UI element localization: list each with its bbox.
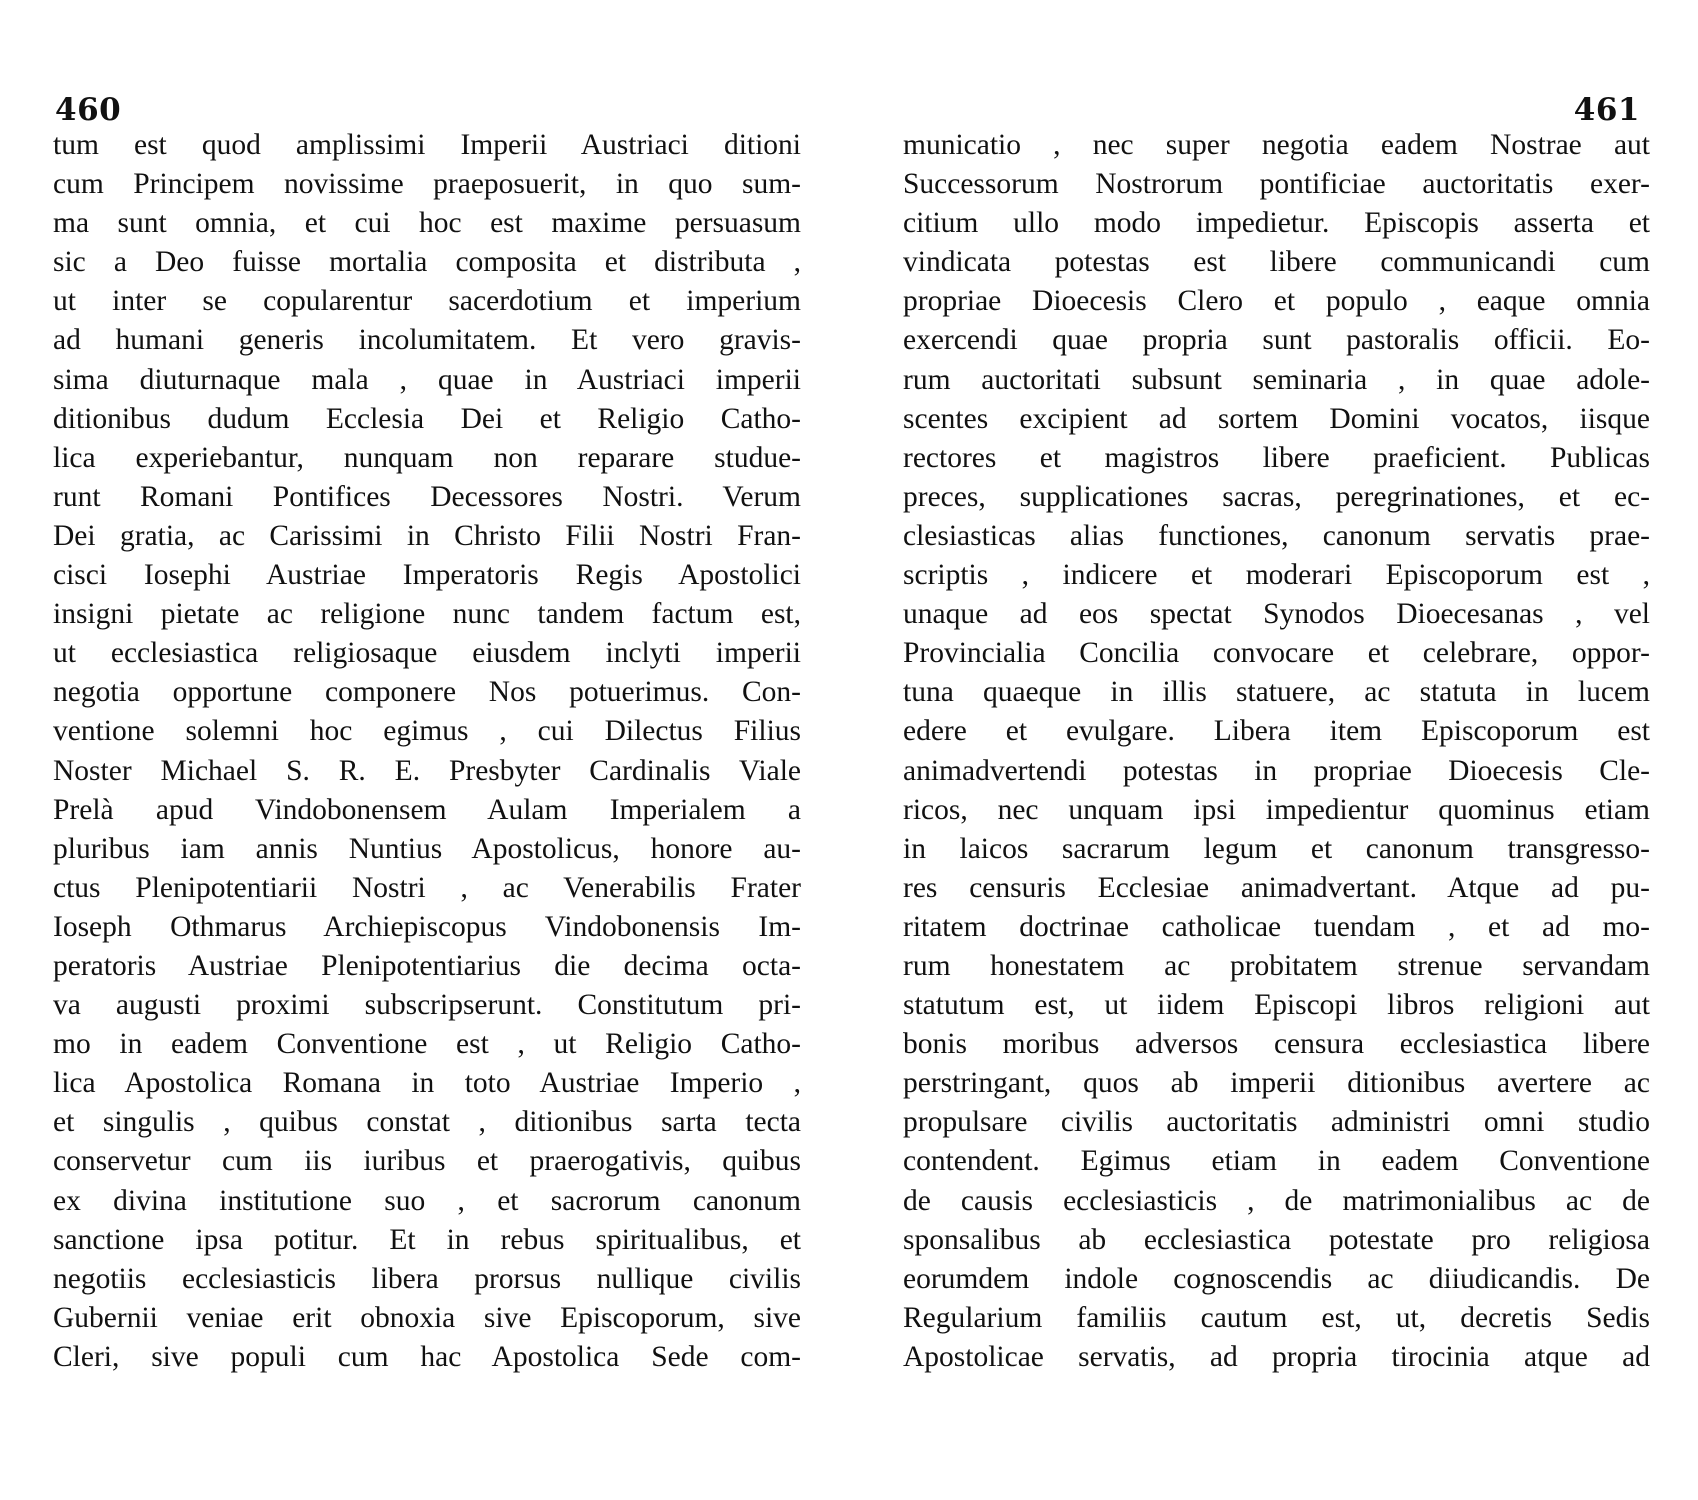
text-line: Dei gratia, ac Carissimi in Christo Filii Nostri Fran- (53, 519, 801, 552)
right-page-number: 461 (1573, 92, 1640, 128)
text-line: Noster Michael S. R. E. Presbyter Cardinalis Viale (53, 754, 801, 787)
text-line: scriptis , indicere et moderari Episcoporum est , (903, 559, 1650, 592)
text-line: propulsare civilis auctoritatis administri omni studio (903, 1106, 1650, 1139)
text-line: ad humani generis incolumitatem. Et vero gravis- (53, 324, 801, 357)
text-line: in laicos sacrarum legum et canonum transgresso- (903, 832, 1650, 865)
text-line: ventione solemni hoc egimus , cui Dilectus Filius (53, 715, 801, 748)
text-line: Successorum Nostrorum pontificiae auctoritatis exer- (903, 168, 1650, 201)
text-line: va augusti proximi subscripserunt. Constitutum pri- (53, 989, 801, 1022)
text-line: res censuris Ecclesiae animadvertant. Atque ad pu- (903, 871, 1650, 904)
text-line: tum est quod amplissimi Imperii Austriaci ditioni (53, 129, 801, 161)
right-page-text (903, 126, 1650, 1377)
text-line: bonis moribus adversos censura ecclesiastica libere (903, 1028, 1650, 1061)
text-line: lica experiebantur, nunquam non reparare studue- (53, 441, 801, 474)
text-line: ut ecclesiastica religiosaque eiusdem inclyti imperii (53, 637, 801, 670)
text-line: mo in eadem Conventione est , ut Religio Catho- (53, 1028, 801, 1061)
text-line: perstringant, quos ab imperii ditionibus avertere ac (903, 1067, 1650, 1100)
text-line: Ioseph Othmarus Archiepiscopus Vindobonensis Im- (53, 910, 801, 943)
text-line: Apostolicae servatis, ad propria tirocinia atque ad (903, 1340, 1650, 1373)
text-line: ricos, nec unquam ipsi impedientur quominus etiam (903, 793, 1650, 826)
text-line: animadvertendi potestas in propriae Dioecesis Cle- (903, 754, 1650, 787)
text-line: citium ullo modo impedietur. Episcopis asserta et (903, 207, 1650, 240)
text-line: sanctione ipsa potitur. Et in rebus spiritualibus, et (53, 1223, 801, 1256)
text-line: ctus Plenipotentiarii Nostri , ac Venerabilis Frater (53, 871, 801, 904)
text-line: cisci Iosephi Austriae Imperatoris Regis Apostolici (53, 559, 801, 592)
text-line: rum auctoritati subsunt seminaria , in quae adole- (903, 363, 1650, 396)
text-line: ditionibus dudum Ecclesia Dei et Religio Catho- (53, 402, 801, 435)
text-line: statutum est, ut iidem Episcopi libros religioni aut (903, 989, 1650, 1022)
text-line: municatio , nec super negotia eadem Nostrae aut (903, 129, 1650, 161)
text-line: sima diuturnaque mala , quae in Austriaci imperii (53, 363, 801, 396)
text-line: runt Romani Pontifices Decessores Nostri. Verum (53, 480, 801, 513)
text-line: peratoris Austriae Plenipotentiarius die decima octa- (53, 949, 801, 982)
text-line: Provincialia Concilia convocare et celebrare, oppor- (903, 637, 1650, 670)
text-line: vindicata potestas est libere communicandi cum (903, 246, 1650, 279)
text-line: sponsalibus ab ecclesiastica potestate pro religiosa (903, 1223, 1650, 1256)
text-line: sic a Deo fuisse mortalia composita et distributa , (53, 246, 801, 279)
text-line: clesiasticas alias functiones, canonum servatis prae- (903, 519, 1650, 552)
text-line: edere et evulgare. Libera item Episcoporum est (903, 715, 1650, 748)
text-line: cum Principem novissime praeposuerit, in quo sum- (53, 168, 801, 201)
text-line: Cleri, sive populi cum hac Apostolica Sede com- (53, 1340, 801, 1373)
text-line: negotia opportune componere Nos potuerimus. Con- (53, 676, 801, 709)
text-line: conservetur cum iis iuribus et praerogativis, quibus (53, 1145, 801, 1178)
text-line: rum honestatem ac probitatem strenue servandam (903, 949, 1650, 982)
text-line: eorumdem indole cognoscendis ac diiudicandis. De (903, 1262, 1650, 1295)
text-line: pluribus iam annis Nuntius Apostolicus, honore au- (53, 832, 801, 865)
text-line: et singulis , quibus constat , ditionibus sarta tecta (53, 1106, 801, 1139)
text-line: tuna quaeque in illis statuere, ac statuta in lucem (903, 676, 1650, 709)
text-line: Regularium familiis cautum est, ut, decretis Sedis (903, 1301, 1650, 1334)
text-line: scentes excipient ad sortem Domini vocatos, iisque (903, 402, 1650, 435)
text-line: Gubernii veniae erit obnoxia sive Episcoporum, sive (53, 1301, 801, 1334)
text-line: unaque ad eos spectat Synodos Dioecesanas , vel (903, 598, 1650, 631)
text-line: preces, supplicationes sacras, peregrinationes, et ec- (903, 480, 1650, 513)
text-line: contendent. Egimus etiam in eadem Conventione (903, 1145, 1650, 1178)
text-line: exercendi quae propria sunt pastoralis officii. Eo- (903, 324, 1650, 357)
text-line: rectores et magistros libere praeficient. Publicas (903, 441, 1650, 474)
text-line: ex divina institutione suo , et sacrorum canonum (53, 1184, 801, 1217)
text-line: ma sunt omnia, et cui hoc est maxime persuasum (53, 207, 801, 240)
right-page (849, 0, 1698, 1500)
text-line: negotiis ecclesiasticis libera prorsus nullique civilis (53, 1262, 801, 1295)
text-line: insigni pietate ac religione nunc tandem factum est, (53, 598, 801, 631)
text-line: ritatem doctrinae catholicae tuendam , et ad mo- (903, 910, 1650, 943)
text-line: propriae Dioecesis Clero et populo , eaque omnia (903, 285, 1650, 318)
text-line: de causis ecclesiasticis , de matrimonialibus ac de (903, 1184, 1650, 1217)
text-line: Prelà apud Vindobonensem Aulam Imperialem a (53, 793, 801, 826)
left-page-number: 460 (55, 92, 122, 128)
text-line: lica Apostolica Romana in toto Austriae Imperio , (53, 1067, 801, 1100)
left-page-text (53, 126, 801, 1377)
text-line: ut inter se copularentur sacerdotium et imperium (53, 285, 801, 318)
